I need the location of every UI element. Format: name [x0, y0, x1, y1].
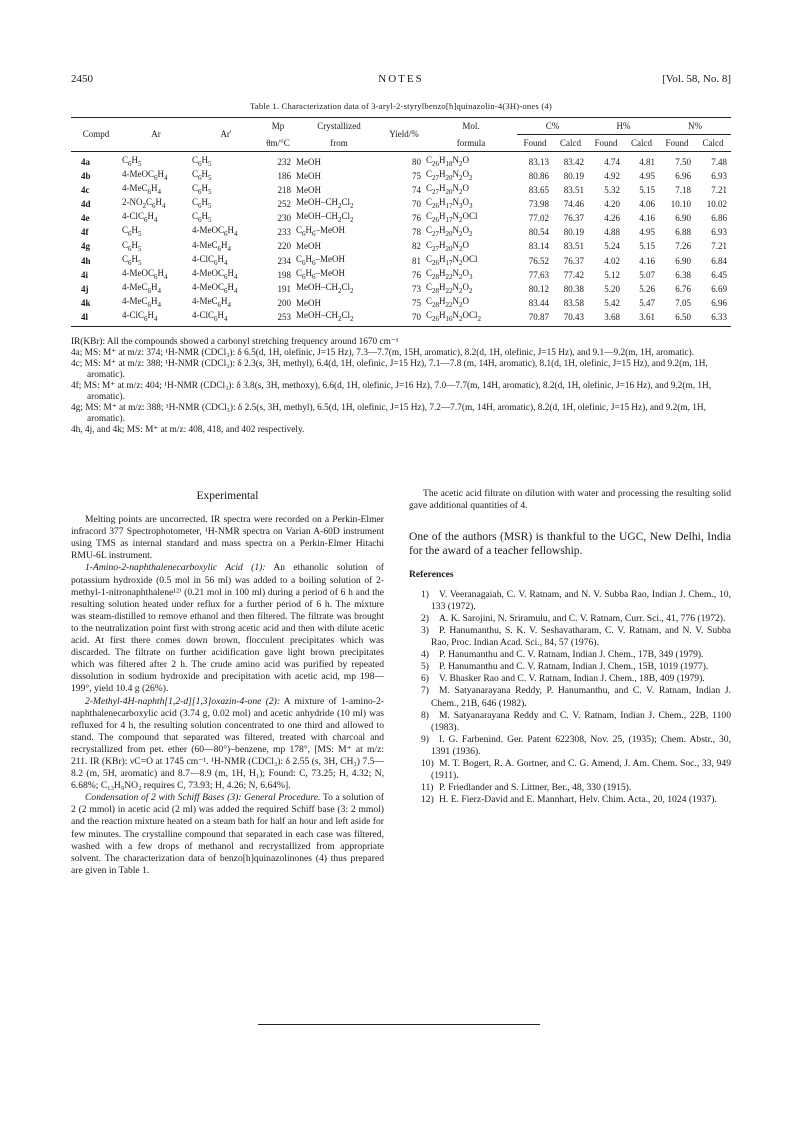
table-row: [71, 268, 731, 282]
yield-cell: 75: [412, 170, 421, 181]
reference-number: 2): [421, 612, 429, 624]
left-column: [71, 490, 384, 877]
ar-cell: $4-MeC_6H_4$: [122, 295, 161, 309]
paragraph-oxazinone: 2-Methyl-4H-naphth[1,2-d][1,3]oxazin-4-one (2): A mixture of 1-amino-2-naphthalenecarboxylic acid (3.74 g, 0.02 mol) and acetic anhydride (10 ml) was refluxed for 4 h, the resulting solution concentrated to one third and allowed to stand. The compound that separated was filtered, treated with charcoal and recrystallized from pet. ether (60—80°)–benzene, mp 178°, [MS: M⁺ at m/z: 211. IR (KBr): νC=O at 1745 cm⁻¹. ¹H-NMR (CDCl₃): δ 2.55 (s, 3H, CH₃) 7.5—8.2 (m, 5H, aromatic) and 8.7—8.9 (m, 1H, H₁); Found: C, 73.25; H, 4.32; N, 6.68%; C₁₃H₉NO₂ requires C, 73.93; H, 4.26; N, 6.64%].: [71, 695, 384, 792]
mp-cell: 230: [277, 213, 291, 224]
reference-item: [409, 710, 731, 734]
table-row: [71, 197, 731, 211]
ar-prime-cell: $C_6H_5$: [192, 197, 212, 211]
reference-text: P. Friedlander and S. Littner, Ber., 48, 330 (1915).: [439, 782, 632, 794]
c-found-cell: 76.52: [528, 255, 549, 266]
n-found-cell: 7.18: [675, 185, 691, 196]
formula-cell: $C_{28}H_{22}N_2O_3$: [426, 267, 473, 281]
n-calcd-cell: 6.93: [711, 170, 727, 181]
yield-cell: 70: [412, 311, 421, 322]
crystallized-cell: MeOH–$CH_2Cl_2$: [296, 197, 354, 211]
c-calcd-cell: 70.43: [563, 311, 584, 322]
footnote-ir: IR(KBr): All the compounds showed a carbonyl stretching frequency around 1670 cm⁻¹: [71, 337, 399, 347]
formula-cell: $C_{26}H_{17}N_2OCl$: [426, 253, 478, 267]
footnote-4a: 4a; MS: M⁺ at m/z: 374; ¹H-NMR (CDCl₃): δ 6.5(d, 1H, olefinic, J=15 Hz), 7.3—7.7(m, 15H, aromatic), 8.2(d, 1H, olefinic, J=15 Hz), and 9.1—9.2(m, 1H, aromatic).: [71, 348, 695, 358]
crystallized-cell: $C_6H_6$–MeOH: [296, 253, 346, 267]
yield-cell: 82: [412, 241, 421, 252]
mp-cell: 220: [277, 241, 291, 252]
reference-item: [409, 625, 731, 649]
paragraph-amino-acid: 1-Amino-2-naphthalenecarboxylic Acid (1): An ethanolic solution of potassium hydroxide (0.5 mol in 56 ml) was added to a boiling solution of 2-methyl-1-nitronaphthalene¹²⁾ (0.21 mol in 100 ml) during a period of 6 h and the resulting solution heated under reflux for a further period of 6 h. The mixture was steam-distilled to remove ethanol and then filtered. The filtrate was brought to the neutralization point first with strong acetic acid and then with dilute acetic acid. At first there comes down brown, flocculent precipitates which was discarded. The filtrate on further acidification gave light brown precipitates which was filtered after 2 h. The crude amino acid was purified by repeated dissolution in sodium hydroxide and precipitation with acetic acid, mp 198—199°, yield 10.4 g (26%).: [71, 562, 384, 695]
col-c-found: Found: [523, 137, 547, 148]
table-caption: Table 1. Characterization data of 3-aryl-2-styrylbenzo[h]quinazolin-4(3H)-ones (4): [250, 101, 552, 111]
mp-cell: 233: [277, 227, 291, 238]
reference-text: I. G. Farbenind. Ger. Patent 622308, Nov. 25, (1935); Chem. Abstr., 30, 1391 (1936).: [431, 733, 731, 757]
ar-cell: $4-ClC_6H_4$: [122, 310, 158, 323]
n-calcd-cell: 6.33: [711, 311, 727, 322]
n-found-cell: 6.76: [675, 283, 691, 294]
c-found-cell: 83.65: [528, 185, 549, 196]
crystallized-cell: $C_6H_6$–MeOH: [296, 267, 346, 281]
table-row: [71, 211, 731, 225]
yield-cell: 81: [412, 255, 421, 266]
mp-cell: 218: [277, 185, 291, 196]
reference-item: [409, 782, 731, 794]
section-heading-experimental: Experimental: [196, 490, 259, 502]
c-calcd-cell: 83.51: [563, 185, 584, 196]
compound-id: 4k: [81, 297, 91, 308]
ar-prime-cell: $4-MeC_6H_4$: [192, 239, 231, 253]
n-calcd-cell: 6.84: [711, 255, 727, 266]
col-cryst-1: Crystallized: [317, 121, 361, 132]
reference-item: [409, 661, 731, 673]
mp-cell: 191: [277, 283, 291, 294]
ar-cell: $C_6H_5$: [122, 253, 142, 267]
n-found-cell: 7.50: [675, 156, 691, 167]
crystallized-cell: MeOH–$CH_2Cl_2$: [296, 310, 354, 323]
col-yield: Yield/%: [389, 129, 419, 140]
col-mp: Mp: [271, 121, 285, 132]
yield-cell: 76: [412, 269, 421, 280]
reference-text: H. E. Fierz-David and E. Mannhart, Helv. Chim. Acta., 20, 1024 (1937).: [439, 794, 717, 806]
h-found-cell: 5.24: [604, 241, 620, 252]
reference-item: [409, 734, 731, 758]
compound-id: 4f: [81, 227, 89, 238]
h-found-cell: 4.92: [604, 170, 620, 181]
mp-cell: 234: [277, 255, 291, 266]
reference-number: 8): [421, 709, 429, 721]
h-calcd-cell: 4.81: [639, 156, 655, 167]
n-found-cell: 7.26: [675, 241, 691, 252]
compound-id: 4h: [81, 255, 91, 266]
formula-cell: $C_{26}H_{16}N_2OCl_2$: [426, 310, 482, 323]
col-carbon: C%: [517, 118, 588, 135]
c-found-cell: 83.14: [528, 241, 549, 252]
yield-cell: 75: [412, 297, 421, 308]
c-calcd-cell: 83.42: [563, 156, 584, 167]
c-calcd-cell: 76.37: [563, 255, 584, 266]
characterization-table: [71, 117, 731, 327]
c-found-cell: 83.13: [528, 156, 549, 167]
reference-number: 1): [421, 588, 429, 600]
ar-prime-cell: $4-ClC_6H_4$: [192, 310, 228, 323]
c-found-cell: 73.98: [528, 199, 549, 210]
col-h-found: Found: [594, 137, 618, 148]
compound-id: 4d: [81, 199, 91, 210]
acknowledgement: One of the authors (MSR) is thankful to the UGC, New Delhi, India for the award of a teacher fellowship.: [409, 530, 731, 558]
c-found-cell: 80.54: [528, 227, 549, 238]
c-found-cell: 70.87: [528, 311, 549, 322]
ar-prime-cell: $4-MeOC_6H_4$: [192, 281, 238, 295]
formula-cell: $C_{27}H_{20}N_2O_2$: [426, 169, 473, 182]
n-calcd-cell: 6.96: [711, 297, 727, 308]
h-found-cell: 5.42: [604, 297, 620, 308]
h-calcd-cell: 4.95: [639, 227, 655, 238]
h-calcd-cell: 4.95: [639, 170, 655, 181]
n-found-cell: 6.38: [675, 269, 691, 280]
table-row: [71, 183, 731, 197]
compound-id: 4l: [81, 311, 89, 322]
reference-list: [409, 589, 731, 807]
h-found-cell: 4.20: [604, 199, 620, 210]
compound-id: 4i: [81, 269, 89, 280]
table-row: [71, 282, 731, 296]
c-found-cell: 83.44: [528, 297, 549, 308]
ar-prime-cell: $4-ClC_6H_4$: [192, 253, 228, 267]
crystallized-cell: MeOH–$CH_2Cl_2$: [296, 281, 354, 295]
h-found-cell: 4.74: [604, 156, 620, 167]
compound-id: 4g: [81, 241, 90, 252]
h-calcd-cell: 4.06: [639, 199, 655, 210]
ar-prime-cell: $4-MeC_6H_4$: [192, 295, 231, 309]
formula-cell: $C_{28}H_{22}N_2O_2$: [426, 281, 473, 295]
ar-cell: $4-MeC_6H_4$: [122, 183, 161, 196]
col-nitrogen: N%: [659, 118, 731, 135]
col-n-found: Found: [665, 137, 689, 148]
table-footnotes: [71, 337, 731, 436]
table-row: [71, 225, 731, 239]
reference-number: 4): [421, 649, 429, 661]
subheading-condensation: Condensation of 2 with Schiff Bases (3): General Procedure.: [85, 792, 321, 804]
n-found-cell: 6.96: [675, 170, 691, 181]
reference-item: [409, 613, 731, 625]
yield-cell: 74: [412, 185, 421, 196]
crystallized-cell: MeOH: [296, 170, 321, 181]
h-calcd-cell: 5.07: [639, 269, 655, 280]
right-column: [409, 488, 731, 806]
c-calcd-cell: 76.37: [563, 213, 584, 224]
c-calcd-cell: 83.58: [563, 297, 584, 308]
table-row: [71, 296, 731, 310]
subheading-oxazinone: 2-Methyl-4H-naphth[1,2-d][1,3]oxazin-4-one (2):: [85, 695, 281, 707]
reference-number: 6): [421, 673, 429, 685]
col-ar-prime: Ar': [220, 129, 232, 140]
formula-cell: $C_{28}H_{22}N_2O$: [426, 295, 470, 309]
n-calcd-cell: 6.93: [711, 227, 727, 238]
reference-text: V. Bhasker Rao and C. V. Ratnam, Indian J. Chem., 18B, 409 (1979).: [439, 673, 705, 685]
reference-number: 5): [421, 661, 429, 673]
mp-cell: 198: [277, 269, 291, 280]
table-row: [71, 169, 731, 183]
section-title: NOTES: [378, 73, 424, 85]
reference-text: A. K. Sarojini, N. Sriramulu, and C. V. Ratnam, Curr. Sci., 41, 776 (1972).: [439, 612, 726, 624]
footnote-ms: 4h, 4j, and 4k; MS: M⁺ at m/z: 408, 418, and 402 respectively.: [71, 425, 305, 435]
mp-cell: 200: [277, 297, 291, 308]
subheading-amino-acid: 1-Amino-2-naphthalenecarboxylic Acid (1):: [85, 562, 266, 574]
h-found-cell: 5.32: [604, 185, 620, 196]
reference-item: [409, 589, 731, 613]
reference-number: 9): [421, 733, 429, 745]
h-found-cell: 4.02: [604, 255, 620, 266]
mp-cell: 186: [277, 170, 291, 181]
mp-cell: 253: [277, 311, 291, 322]
compound-id: 4a: [81, 156, 90, 167]
reference-number: 7): [421, 685, 429, 697]
h-calcd-cell: 4.16: [639, 255, 655, 266]
n-calcd-cell: 7.48: [711, 156, 727, 167]
ar-cell: $4-MeOC_6H_4$: [122, 169, 168, 182]
ar-cell: $C_6H_5$: [122, 225, 142, 239]
h-found-cell: 3.68: [604, 311, 620, 322]
formula-cell: $C_{26}H_{18}N_2O$: [426, 155, 470, 168]
col-hydrogen: H%: [588, 118, 659, 135]
reference-item: [409, 758, 731, 782]
h-calcd-cell: 5.15: [639, 241, 655, 252]
compound-id: 4j: [81, 283, 89, 294]
reference-text: P. Hanumanthu and C. V. Ratnam, Indian J. Chem., 17B, 349 (1979).: [439, 649, 704, 661]
col-n-calcd: Calcd: [702, 137, 724, 148]
h-found-cell: 5.20: [604, 283, 620, 294]
c-calcd-cell: 80.19: [563, 170, 584, 181]
c-found-cell: 80.86: [528, 170, 549, 181]
h-calcd-cell: 5.26: [639, 283, 655, 294]
n-found-cell: 6.50: [675, 311, 691, 322]
n-calcd-cell: 7.21: [711, 241, 727, 252]
n-calcd-cell: 7.21: [711, 185, 727, 196]
table-body: [71, 152, 731, 327]
footnote-4g: 4g; MS: M⁺ at m/z: 388; ¹H-NMR (CDCl₃): δ 2.5(s, 3H, methyl), 6.5(d, 1H, olefinic, J=15 Hz), 7.2—7.7(m, 14H, aromatic), 8.2(d, 1H, olefinic, J=15 Hz), and 9.2(m, 1H, aromatic).: [71, 403, 706, 424]
h-calcd-cell: 5.15: [639, 185, 655, 196]
references-heading: References: [409, 568, 454, 580]
ar-prime-cell: $4-MeOC_6H_4$: [192, 225, 238, 239]
n-found-cell: 6.88: [675, 227, 691, 238]
end-rule: [258, 1024, 540, 1025]
ar-cell: $2-NO_2C_6H_4$: [122, 197, 166, 211]
col-cryst-2: from: [330, 137, 348, 148]
table-row: [71, 240, 731, 254]
c-found-cell: 80.12: [528, 283, 549, 294]
reference-item: [409, 649, 731, 661]
n-calcd-cell: 6.69: [711, 283, 727, 294]
running-head: [71, 73, 731, 87]
mp-cell: 252: [277, 199, 291, 210]
formula-cell: $C_{26}H_{17}N_3O_3$: [426, 197, 473, 211]
yield-cell: 70: [412, 199, 421, 210]
h-found-cell: 5.12: [604, 269, 620, 280]
n-found-cell: 6.90: [675, 213, 691, 224]
mp-cell: 232: [277, 156, 291, 167]
volume-label: [Vol. 58, No. 8]: [662, 73, 731, 85]
table-row: [71, 152, 731, 170]
footnote-4c: 4c; MS: M⁺ at m/z: 388; ¹H-NMR (CDCl₃): δ 2.3(s, 3H, methyl), 6.4(d, 1H, olefinic, J=15 Hz), 7.1—7.8 (m, 14H, aromatic), 8.1(d, 1H, olefinic, J=15 Hz), and 9.2(m, 1H, aromatic).: [71, 359, 708, 380]
yield-cell: 73: [412, 283, 421, 294]
ar-cell: $C_6H_5$: [122, 155, 142, 168]
h-found-cell: 4.88: [604, 227, 620, 238]
col-h-calcd: Calcd: [631, 137, 652, 148]
compound-id: 4b: [81, 170, 91, 181]
ar-cell: $C_6H_5$: [122, 239, 142, 253]
ar-prime-cell: $C_6H_5$: [192, 183, 212, 196]
ar-prime-cell: $C_6H_5$: [192, 155, 212, 168]
col-compd: Compd: [82, 129, 110, 140]
formula-cell: $C_{27}H_{20}N_2O$: [426, 183, 470, 196]
col-ar: Ar: [151, 129, 161, 140]
yield-cell: 78: [412, 227, 421, 238]
crystallized-cell: MeOH: [296, 156, 321, 167]
reference-text: P. Hanumanthu, S. K. V. Seshavatharam, C. V. Ratnam, and N. V. Subba Rao, Proc. Indian Acad. Sci., 84, 57 (1976).: [431, 624, 731, 649]
reference-number: 10): [421, 758, 434, 769]
compound-id: 4e: [81, 213, 90, 224]
yield-cell: 80: [412, 156, 421, 167]
ar-cell: $4-MeC_6H_4$: [122, 281, 161, 295]
c-calcd-cell: 80.19: [563, 227, 584, 238]
col-mp-unit: θm/°C: [266, 137, 290, 148]
reference-number: 12): [421, 794, 434, 806]
crystallized-cell: MeOH–$CH_2Cl_2$: [296, 211, 354, 225]
h-calcd-cell: 4.16: [639, 213, 655, 224]
c-found-cell: 77.63: [528, 269, 549, 280]
crystallized-cell: MeOH: [296, 297, 321, 308]
c-calcd-cell: 77.42: [563, 269, 584, 280]
crystallized-cell: MeOH: [296, 185, 321, 196]
crystallized-cell: $C_6H_6$–MeOH: [296, 225, 346, 239]
page-number: 2450: [71, 73, 93, 85]
formula-cell: $C_{26}H_{17}N_2OCl$: [426, 211, 478, 225]
table-row: [71, 310, 731, 327]
c-calcd-cell: 74.46: [563, 199, 584, 210]
c-calcd-cell: 83.51: [563, 241, 584, 252]
paragraph-condensation: Condensation of 2 with Schiff Bases (3): General Procedure. To a solution of 2 (2 mmol) in acetic acid (2 ml) was added the required Schiff base (3: 2 mmol) and the reaction mixture heated on a steam bath for half an hour and left aside for few minutes. The crystalline compound that separated in each case was filtered, washed with a few drops of methanol and recrystallized from appropriate solvent. The characterization data of benzo[h]quinazolinones (4) thus prepared are given in Table 1.: [71, 792, 384, 876]
ar-cell: $4-MeOC_6H_4$: [122, 267, 168, 281]
col-mol-1: Mol.: [462, 121, 480, 132]
col-mol-2: formula: [456, 137, 486, 148]
paragraph-methods: Melting points are uncorrected. IR spectra were recorded on a Perkin-Elmer infracord 377 Spectrophotometer, ¹H-NMR spectra on Varian A-60D instrument using TMS as internal standard and mass spectra on a Perkin-Elmer Hitachi RMU-6L instrument.: [71, 514, 384, 562]
compound-id: 4c: [81, 185, 90, 196]
n-calcd-cell: 6.86: [711, 213, 727, 224]
reference-item: [409, 685, 731, 709]
reference-text: M. Satyanarayana Reddy and C. V. Ratnam, Indian J. Chem., 22B, 1100 (1983).: [431, 709, 731, 733]
col-c-calcd: Calcd: [560, 137, 581, 148]
c-calcd-cell: 80.38: [563, 283, 584, 294]
n-found-cell: 7.05: [675, 297, 691, 308]
reference-text: M. T. Bogert, R. A. Gortner, and C. G. Amend, J. Am. Chem. Soc., 33, 949 (1911).: [431, 758, 731, 782]
reference-number: 11): [421, 782, 434, 794]
h-calcd-cell: 3.61: [639, 311, 655, 322]
n-calcd-cell: 6.45: [711, 269, 727, 280]
reference-text: V. Veeranagaiah, C. V. Ratnam, and N. V. Subba Rao, Indian J. Chem., 10, 133 (1972).: [431, 588, 731, 612]
table-row: [71, 254, 731, 268]
reference-text: M. Satyanarayana Reddy, P. Hanumanthu, and C. V. Ratnam, Indian J. Chem., 21B, 646 (1982).: [431, 685, 731, 709]
footnote-4f: 4f; MS: M⁺ at m/z: 404; ¹H-NMR (CDCl₃): δ 3.8(s, 3H, methoxy), 6.6(d, 1H, olefinic, J=16 Hz), 7.0—7.7(m, 14H, aromatic), 8.2(d, 1H, olefinic, J=16 Hz), and 9.2(m, 1H, aromatic).: [71, 381, 712, 402]
formula-cell: $C_{27}H_{20}N_2O_2$: [426, 225, 473, 239]
n-calcd-cell: 10.02: [706, 199, 727, 210]
paragraph-filtrate: The acetic acid filtrate on dilution with water and processing the resulting solid gave additional quantities of 4.: [409, 488, 731, 512]
reference-item: [409, 673, 731, 685]
n-found-cell: 6.90: [675, 255, 691, 266]
h-found-cell: 4.26: [604, 213, 620, 224]
reference-text: P. Hanumanthu and C. V. Ratnam, Indian J. Chem., 15B, 1019 (1977).: [439, 661, 709, 673]
h-calcd-cell: 5.47: [639, 297, 655, 308]
ar-prime-cell: $4-MeOC_6H_4$: [192, 267, 238, 281]
ar-prime-cell: $C_6H_5$: [192, 169, 212, 182]
reference-item: [409, 794, 731, 806]
formula-cell: $C_{27}H_{20}N_2O$: [426, 239, 470, 253]
ar-prime-cell: $C_6H_5$: [192, 211, 212, 225]
c-found-cell: 77.02: [528, 213, 549, 224]
yield-cell: 76: [412, 213, 421, 224]
crystallized-cell: MeOH: [296, 241, 321, 252]
ar-cell: $4-ClC_6H_4$: [122, 211, 158, 225]
reference-number: 3): [421, 624, 429, 636]
n-found-cell: 10.10: [670, 199, 691, 210]
